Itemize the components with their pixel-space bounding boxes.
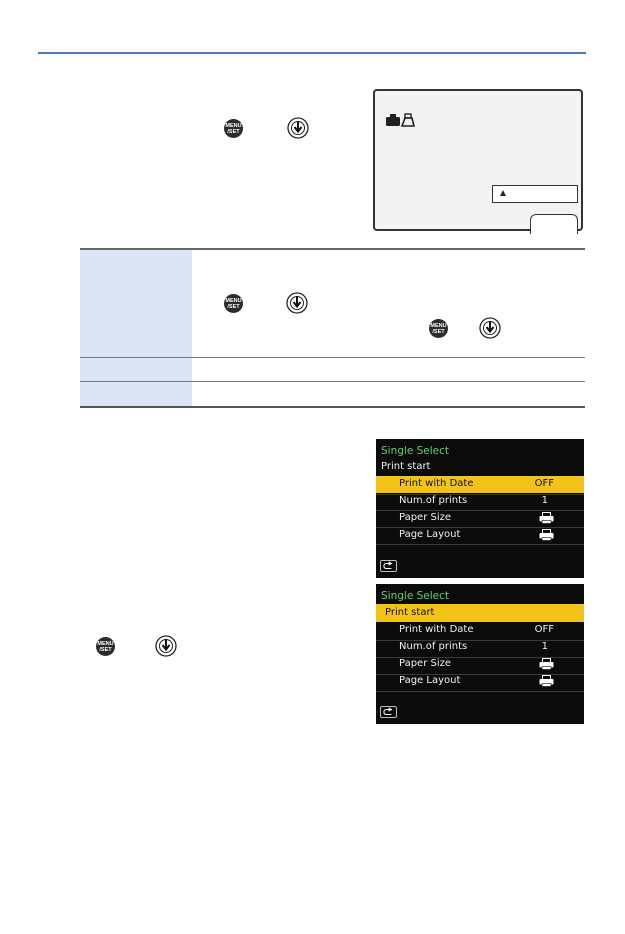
single-select-screen-1 xyxy=(376,439,584,578)
row-divider xyxy=(376,691,584,692)
return-icon[interactable] xyxy=(380,706,397,718)
single-select-screen-2 xyxy=(376,584,584,724)
rear-dial-icon xyxy=(479,317,501,339)
rear-dial-icon xyxy=(286,292,308,314)
menu-item-print-with-date[interactable]: Print with Date xyxy=(399,624,474,635)
rear-dial-icon xyxy=(155,635,177,657)
num-of-prints-value: 1 xyxy=(541,641,548,652)
menu-item-print-start[interactable]: Print start xyxy=(381,461,431,472)
row-divider xyxy=(376,527,584,528)
printer-icon xyxy=(539,675,554,687)
table-bottom-rule xyxy=(80,406,585,408)
row-divider xyxy=(376,510,584,511)
table-row-header xyxy=(80,250,192,357)
menu-item-num-of-prints[interactable]: Num.of prints xyxy=(399,641,468,652)
soft-tab xyxy=(530,214,578,234)
screen-title: Single Select xyxy=(381,445,450,457)
print-with-date-value: OFF xyxy=(534,478,554,489)
menu-item-num-of-prints[interactable]: Num.of prints xyxy=(399,495,468,506)
menu-item-paper-size[interactable]: Paper Size xyxy=(399,658,452,669)
menu-item-page-layout[interactable]: Page Layout xyxy=(399,675,461,686)
print-with-date-value: OFF xyxy=(534,624,554,635)
table-row xyxy=(80,382,585,406)
table-row-header xyxy=(80,358,192,381)
table-row-body xyxy=(192,250,585,357)
num-of-prints-value: 1 xyxy=(541,495,548,506)
menu-set-icon: MENU /SET xyxy=(224,119,243,138)
printer-icon xyxy=(539,512,554,524)
menu-set-icon: MENU /SET xyxy=(224,294,243,313)
print-preview-panel xyxy=(373,89,583,231)
print-camera-icon xyxy=(385,112,415,128)
printer-icon xyxy=(539,658,554,670)
menu-set-icon: MENU /SET xyxy=(96,637,115,656)
table-row xyxy=(80,250,585,357)
selection-field xyxy=(492,185,578,203)
screen-title: Single Select xyxy=(381,590,450,602)
return-icon[interactable] xyxy=(380,560,397,572)
printer-icon xyxy=(539,529,554,541)
up-arrow-icon xyxy=(500,190,506,196)
header-rule xyxy=(38,52,586,54)
table-row xyxy=(80,358,585,381)
row-divider xyxy=(376,544,584,545)
table-row-body xyxy=(192,382,585,406)
table-row-header xyxy=(80,382,192,406)
menu-set-icon: MENU /SET xyxy=(429,319,448,338)
rear-dial-icon xyxy=(287,117,309,139)
menu-item-print-start[interactable]: Print start xyxy=(385,607,435,618)
menu-item-paper-size[interactable]: Paper Size xyxy=(399,512,452,523)
menu-item-print-with-date[interactable]: Print with Date xyxy=(399,478,474,489)
table-row-body xyxy=(192,358,585,381)
menu-item-page-layout[interactable]: Page Layout xyxy=(399,529,461,540)
